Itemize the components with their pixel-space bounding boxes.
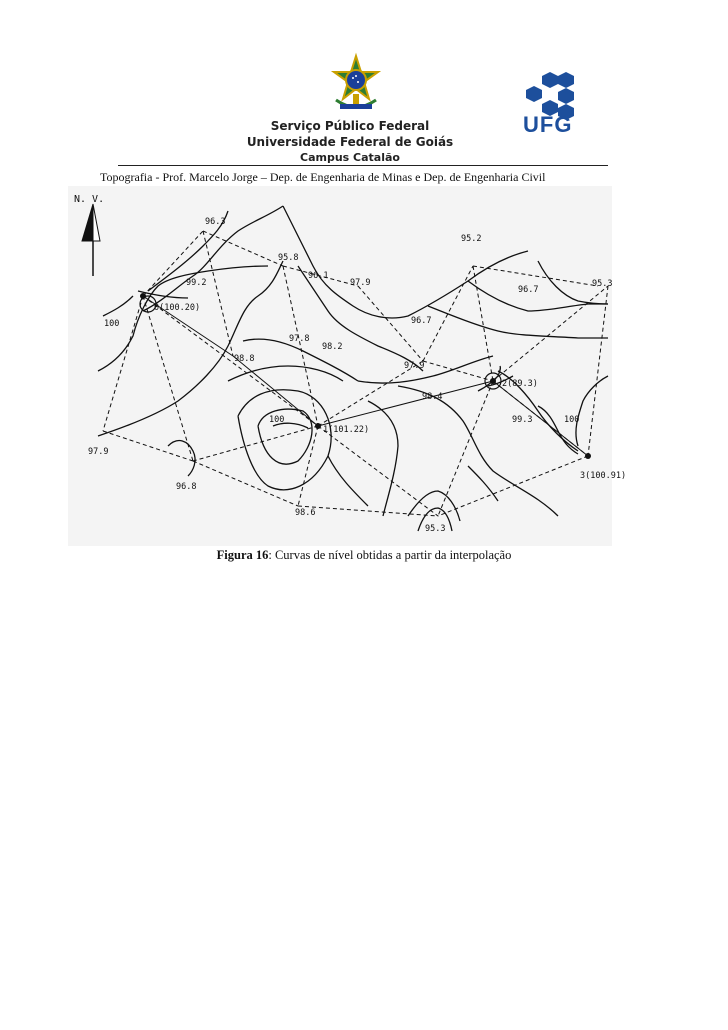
elevation-label: 98.6 [295, 508, 316, 518]
elevation-label: 100 [104, 319, 120, 329]
north-label: N. V. [74, 194, 105, 205]
point-label-2: 2(89.3) [502, 379, 538, 389]
brazil-coat-of-arms-icon [330, 54, 382, 112]
contour-lines [98, 206, 608, 531]
elevation-label: 98.8 [234, 354, 255, 364]
caption-text: : Curvas de nível obtidas a partir da interpolação [268, 548, 512, 562]
ufg-wordmark: UFG [523, 112, 573, 137]
point-label-0: 0(100.20) [154, 303, 201, 313]
elevation-label: 95.3 [425, 524, 446, 534]
institution-line-1: Serviço Público Federal [270, 119, 430, 133]
elevation-label: 100 [564, 415, 580, 425]
header-divider [118, 165, 608, 166]
running-header: Topografia - Prof. Marcelo Jorge – Dep. de Engenharia de Minas e Dep. de Engenharia Civil [100, 170, 546, 184]
triangulation-lines [103, 231, 608, 516]
elevation-label: 96.7 [518, 285, 539, 295]
elevation-label: 96.8 [176, 482, 197, 492]
contour-map-figure [68, 186, 627, 546]
figure-caption [0, 548, 728, 563]
elevation-label: 97.9 [350, 278, 371, 288]
elevation-label: 100 [269, 415, 285, 425]
north-arrow-icon [82, 204, 100, 276]
page-header [0, 0, 728, 190]
elevation-label: 96.3 [205, 217, 226, 227]
elevation-label: 98.4 [422, 392, 443, 402]
elevation-label: 97.9 [404, 361, 425, 371]
elevation-label: 99.2 [186, 278, 207, 288]
elevation-label: 98.2 [322, 342, 343, 352]
elevation-label: 95.2 [461, 234, 482, 244]
elevation-label: 95.8 [278, 253, 299, 263]
elevation-label: 97.8 [289, 334, 310, 344]
elevation-label: 95.3 [592, 279, 613, 289]
elevation-label: 99.3 [512, 415, 533, 425]
elevation-label: 96.7 [411, 316, 432, 326]
point-label-3: 3(100.91) [580, 471, 627, 481]
institution-line-2: Universidade Federal de Goiás [246, 135, 454, 149]
institution-line-3: Campus Catalão [300, 151, 400, 164]
elevation-label: 97.9 [88, 447, 109, 457]
point-label-1: 1(101.22) [323, 425, 370, 435]
contour-map-drawing [68, 186, 627, 546]
elevation-label: 96.1 [308, 271, 329, 281]
caption-label: Figura 16 [216, 548, 269, 562]
